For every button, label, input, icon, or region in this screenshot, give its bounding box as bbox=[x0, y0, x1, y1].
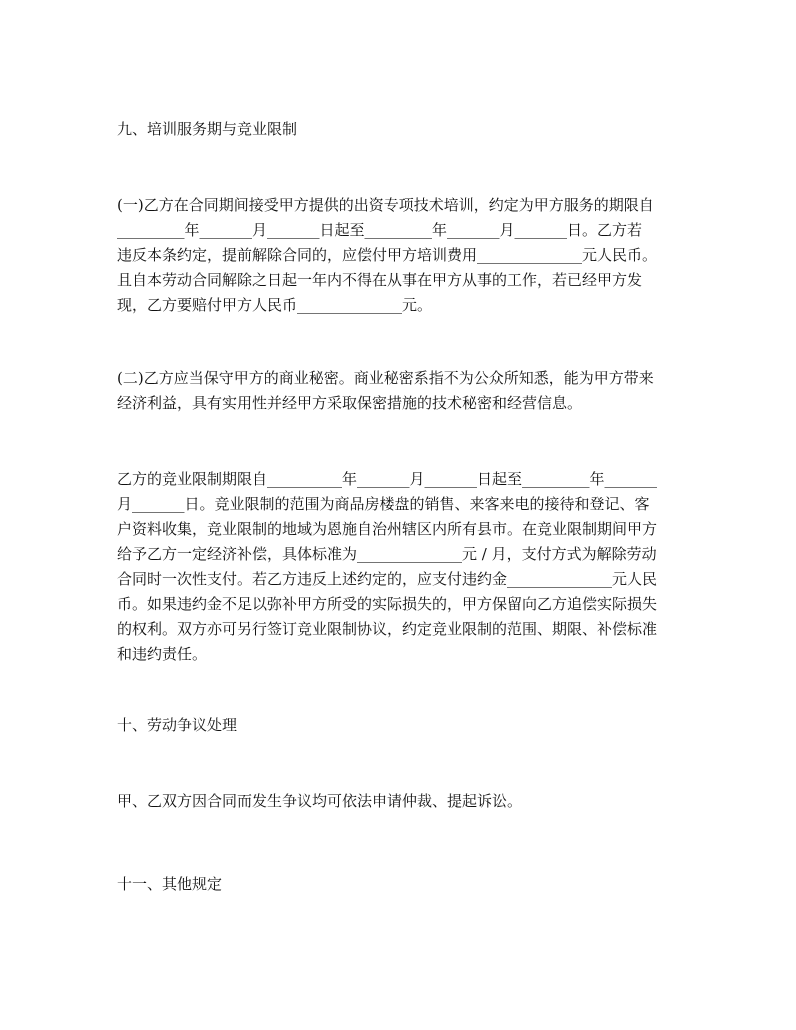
section-9-heading: 九、培训服务期与竞业限制 bbox=[117, 120, 298, 138]
section-11-heading: 十一、其他规定 bbox=[117, 875, 223, 893]
section-10-heading: 十、劳动争议处理 bbox=[117, 716, 238, 734]
section-9-confidentiality-clause: (二)乙方应当保守甲方的商业秘密。商业秘密系指不为公众所知悉，能为甲方带来 经济利益，具有实用性并经甲方采取保密措施的技术秘密和经营信息。 bbox=[117, 369, 654, 412]
section-9-noncompete-clause: 乙方的竞业限制期限自__________年_______月_______日起至_________年_______ 月_______日。竞业限制的范围为商品房楼盘的销售、来客来电的接待和登记、客 户资料收集，竞业限制的地域为恩施自治州辖区内所有县市。在竞业限制期间甲方 给予乙方一定经济补偿，具体标准为______________元 / 月，支付方式为解除劳动 合同时一次性支付。若乙方违反上述约定的，应支付违约金______________元人民 币。如果违约金不足以弥补甲方所受的实际损失的，甲方保留向乙方追偿实际损失 的权利。双方亦可另行签订竞业限制协议，约定竞业限制的范围、期限、补偿标准 和违约责任。 bbox=[117, 470, 658, 663]
section-9-training-clause: (一)乙方在合同期间接受甲方提供的出资专项技术培训，约定为甲方服务的期限自 _________年_______月_______日起至_________年_______月_______日。乙方若 违反本条约定，提前解除合同的，应偿付甲方培训费用______________元人民币。 且自本劳动合同解除之日起一年内不得在从事在甲方从事的工作，若已经甲方发 现，乙方要赔付甲方人民币______________元。 bbox=[117, 196, 658, 314]
section-10-dispute-clause: 甲、乙双方因合同而发生争议均可依法申请仲裁、提起诉讼。 bbox=[117, 792, 523, 810]
